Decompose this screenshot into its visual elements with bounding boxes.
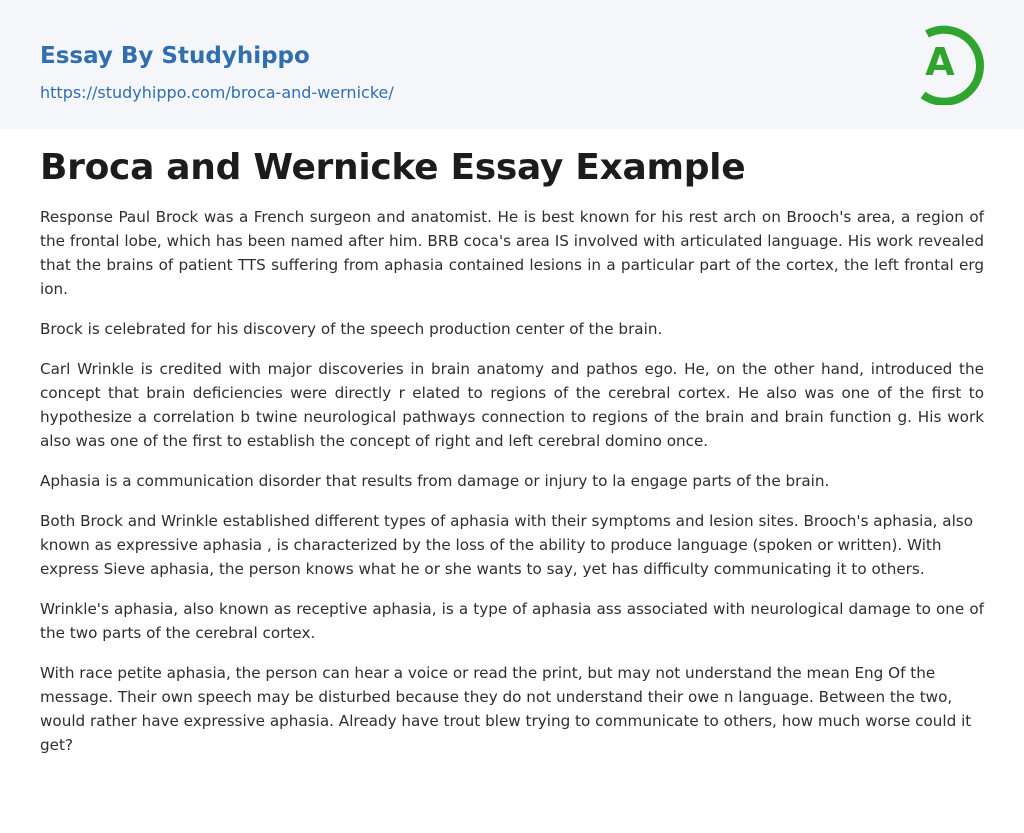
- logo-letter: A: [925, 40, 955, 84]
- site-brand[interactable]: Essay By Studyhippo: [40, 43, 310, 69]
- article-title: Broca and Wernicke Essay Example: [40, 147, 746, 188]
- page-url-link[interactable]: https://studyhippo.com/broca-and-wernicke/: [40, 83, 394, 102]
- paragraph: Response Paul Brock was a French surgeon and anatomist. He is best known for his rest arch on Brooch's area, a region of the frontal lobe, which has been named after him. BRB coca's area IS involved with articulated language. His work revealed that the brains of patient TTS suffering from aphasia contained lesions in a particular part of the cortex, the left frontal erg ion.: [40, 208, 984, 298]
- paragraph: Brock is celebrated for his discovery of the speech production center of the brain.: [40, 320, 663, 338]
- site-header: [0, 0, 1024, 129]
- paragraph: Carl Wrinkle is credited with major discoveries in brain anatomy and pathos ego. He, on the other hand, introduced the concept that brain deficiencies were directly r elated to regions of the cerebral cortex. He also was one of the first to hypothesize a correlation b twine neurological pathways connection to regions of the brain and brain function g. His work also was one of the first to establish the concept of right and left cerebral domino once.: [40, 360, 984, 450]
- paragraph: Aphasia is a communication disorder that results from damage or injury to la engage parts of the brain.: [40, 472, 830, 490]
- paragraph: Both Brock and Wrinkle established different types of aphasia with their symptoms and lesion sites. Brooch's aphasia, also known as expressive aphasia , is characterized by the loss of the ability to produce language (spoken or written). With express Sieve aphasia, the person knows what he or she wants to say, yet has difficulty communicating it to others.: [40, 512, 974, 578]
- paragraph: Wrinkle's aphasia, also known as receptive aphasia, is a type of aphasia ass associated with neurological damage to one of the two parts of the cerebral cortex.: [40, 600, 984, 642]
- paragraph: With race petite aphasia, the person can hear a voice or read the print, but may not understand the mean Eng Of the message. Their own speech may be disturbed because they do not understand their owe n language. Between the two, would rather have expressive aphasia. Already have trout blew trying to communicate to others, how much worse could it get?: [40, 664, 972, 754]
- article: [0, 145, 1024, 757]
- studyhippo-logo-icon[interactable]: [912, 19, 986, 105]
